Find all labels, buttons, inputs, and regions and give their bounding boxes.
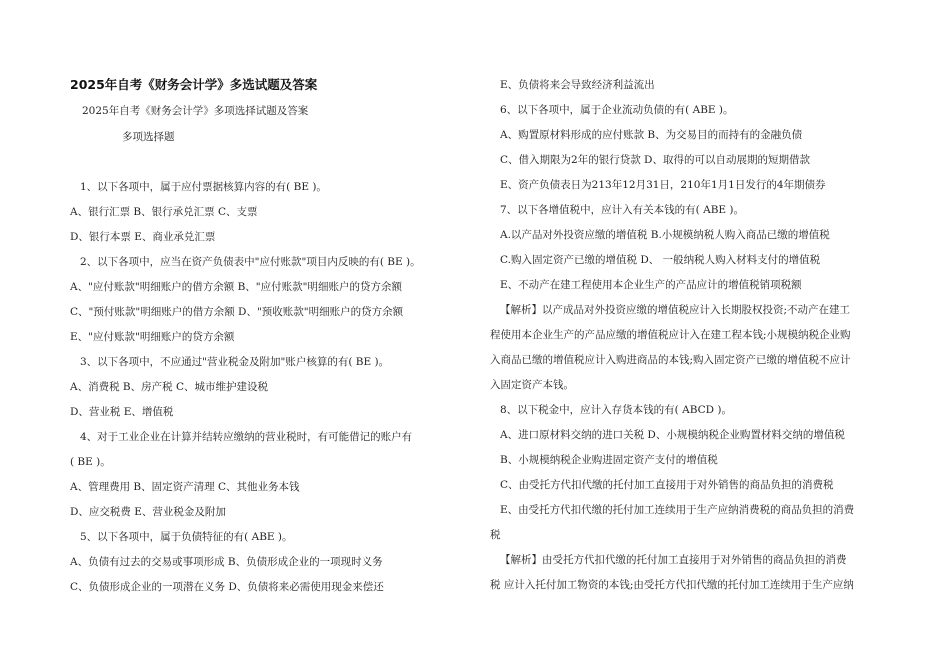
text-line: 8、以下税金中，应计入存货本钱的有( ABCD )。 [500,404,732,416]
text-line: A、消费税 B、房产税 C、城市维护建设税 [70,381,269,393]
analysis-line: 入商品已缴的增值税应计入购进商品的本钱;购入固定资产已缴的增值税不应计 [490,354,851,366]
text-line: E、资产负债表日为213年12月31日，210年1月1日发行的4年期债券 [500,179,826,191]
text-line: E、不动产在建工程使用本企业生产的产品应计的增值税销项税额 [500,279,802,291]
text-line: A、负债有过去的交易或事项形成 B、负债形成企业的一项现时义务 [70,556,383,568]
text-line: A、进口原材料交纳的进口关税 D、小规模纳税企业购置材料交纳的增值税 [500,429,845,441]
text-line: 7、以下各增值税中，应计入有关本钱的有( ABE )。 [500,204,745,216]
text-line: D、银行本票 E、商业承兑汇票 [70,231,216,243]
text-line: 6、以下各项中，属于企业流动负债的有( ABE )。 [500,104,734,116]
text-line: 5、以下各项中，属于负债特征的有( ABE )。 [80,531,293,543]
analysis-line: 【解析】由受托方代扣代缴的托付加工直接用于对外销售的商品负担的消费 [500,554,847,566]
section-heading: 多项选择题 [122,131,175,143]
text-line: A、"应付账款"明细账户的借方余额 B、"应付账款"明细账户的贷方余额 [70,281,402,293]
text-line: A、银行汇票 B、银行承兑汇票 C、支票 [70,206,258,218]
text-line: E、负债将来会导致经济利益流出 [500,79,655,91]
text-line: E、"应付账款"明细账户的贷方余额 [70,331,235,343]
text-line: 2、以下各项中，应当在资产负债表中"应付账款"项目内反映的有( BE )。 [80,256,421,268]
document-subtitle: 2025年自考《财务会计学》多项选择试题及答案 [82,105,309,117]
text-line: C.购入固定资产已缴的增值税 D、 一般纳税人购入材料支付的增值税 [500,254,821,266]
text-line: ( BE )。 [70,456,111,468]
text-line: 3、以下各项中，不应通过"营业税金及附加"账户核算的有( BE )。 [80,356,390,368]
text-line: D、营业税 E、增值税 [70,406,174,418]
analysis-line: 税 应计入托付加工物资的本钱;由受托方代扣代缴的托付加工连续用于生产应纳 [490,579,854,591]
text-line: A.以产品对外投资应缴的增值税 B.小规模纳税人购入商品已缴的增值税 [500,229,830,241]
analysis-line: 程使用本企业生产的产品应缴的增值税应计入在建工程本钱;小规模纳税企业购 [490,329,851,341]
text-line: C、负债形成企业的一项潜在义务 D、负债将来必需使用现金来偿还 [70,581,384,593]
text-line: D、应交税费 E、营业税金及附加 [70,506,226,518]
text-line: C、"预付账款"明细账户的借方余额 D、"预收账款"明细账户的贷方余额 [70,306,404,318]
analysis-line: 入固定资产本钱。 [490,379,574,391]
text-line: E、由受托方代扣代缴的托付加工连续用于生产应纳消费税的商品负担的消费 [500,504,855,516]
text-line: C、借入期限为2年的银行贷款 D、取得的可以自动展期的短期借款 [500,154,810,166]
text-line: A、管理费用 B、固定资产清理 C、其他业务本钱 [70,481,300,493]
text-line: 4、对于工业企业在计算并结转应缴纳的营业税时，有可能借记的账户有 [80,431,413,443]
text-line: A、购置原材料形成的应付账款 B、为交易目的而持有的金融负债 [500,129,803,141]
analysis-line: 【解析】以产成品对外投资应缴的增值税应计入长期股权投资;不动产在建工 [500,304,851,316]
text-line: C、由受托方代扣代缴的托付加工直接用于对外销售的商品负担的消费税 [500,479,834,491]
text-line: B、小规模纳税企业购进固定资产支付的增值税 [500,454,718,466]
text-line: 税 [490,529,501,541]
text-line: 1、以下各项中，属于应付票据核算内容的有( BE )。 [80,181,327,193]
document-title: 2025年自考《财务会计学》多选试题及答案 [70,77,318,92]
